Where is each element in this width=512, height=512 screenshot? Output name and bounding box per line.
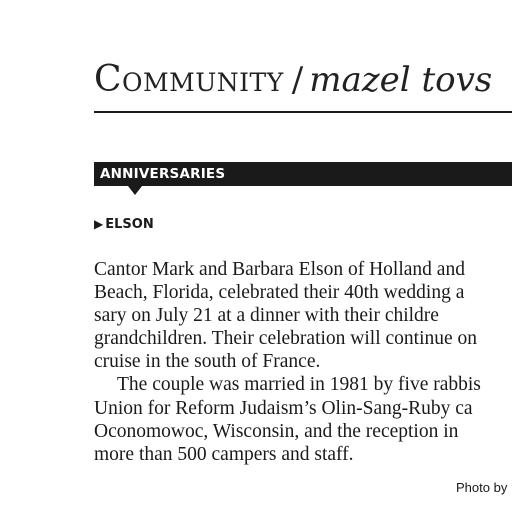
paragraph xyxy=(94,258,512,373)
photo-credit: Photo by xyxy=(456,480,508,495)
paragraph xyxy=(94,373,512,465)
title-separator: / xyxy=(291,60,304,100)
article-body xyxy=(94,258,512,466)
article-subhead xyxy=(94,217,154,232)
category-label: ANNIVERSARIES xyxy=(100,166,226,182)
page-header xyxy=(94,59,493,100)
text-line: Cantor Mark and Barbara Elson of Holland and xyxy=(94,259,465,280)
text-line: sary on July 21 at a dinner with their childre xyxy=(94,305,439,327)
section-title: Community xyxy=(94,59,284,100)
text-line: Beach, Florida, celebrated their 40th wedding a xyxy=(94,282,465,304)
triangle-right-icon: ▶ xyxy=(94,217,104,231)
text-line: Oconomowoc, Wisconsin, and the reception in xyxy=(94,420,459,442)
text-line: grandchildren. Their celebration will continue on xyxy=(94,328,478,350)
text-line: Union for Reform Judaism’s Olin-Sang-Ruby ca xyxy=(94,397,473,419)
category-bar xyxy=(94,162,512,186)
header-rule xyxy=(94,111,512,113)
text-line: The couple was married in 1981 by five rabbis xyxy=(117,374,481,396)
text-line: more than 500 campers and staff. xyxy=(94,443,354,465)
text-line: cruise in the south of France. xyxy=(94,351,321,373)
section-subtitle: mazel tovs xyxy=(309,60,493,100)
subhead-name: ELSON xyxy=(105,217,154,232)
category-pointer-icon xyxy=(128,186,142,195)
